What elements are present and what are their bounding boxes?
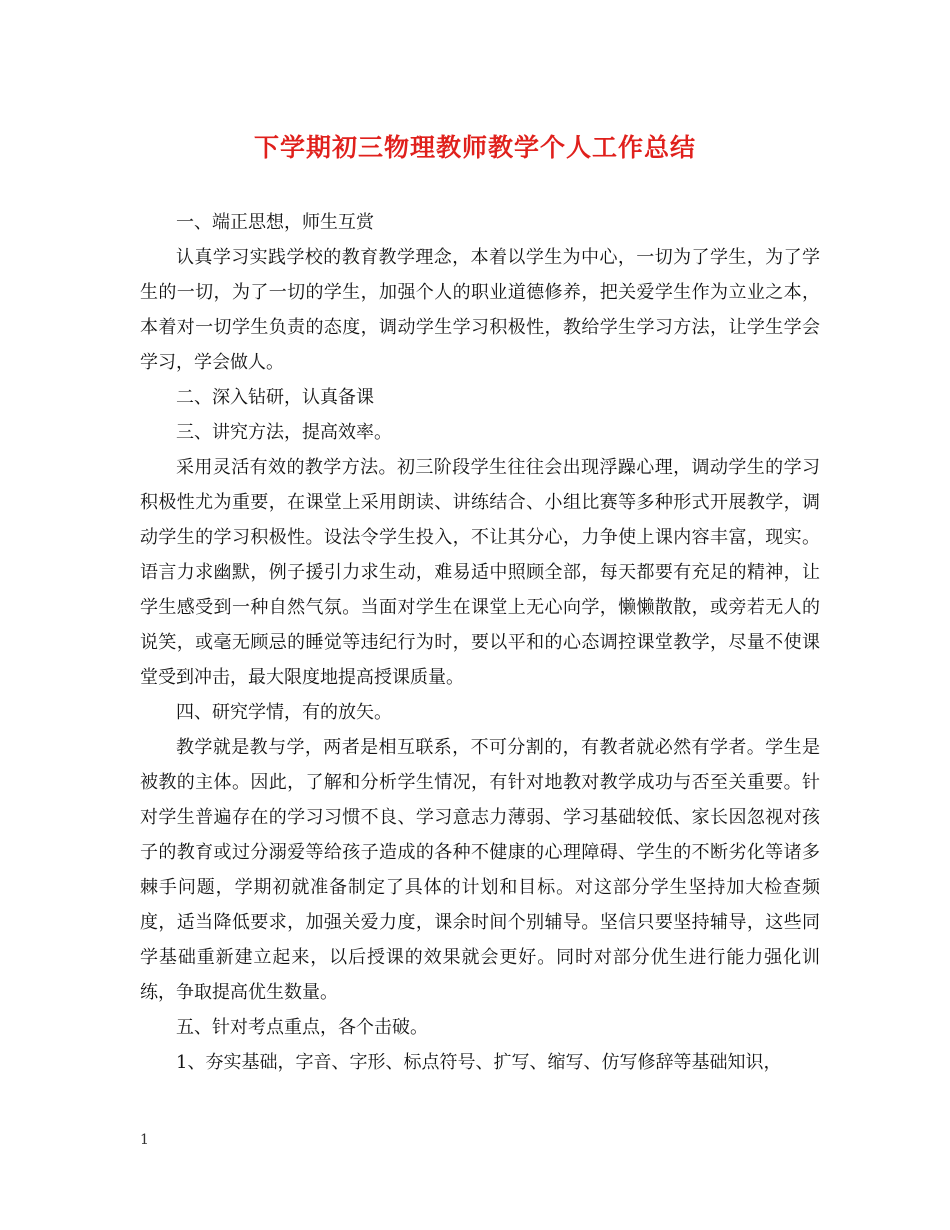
document-title: 下学期初三物理教师教学个人工作总结 bbox=[253, 133, 696, 162]
section-heading-1: 一、端正思想，师生互赏 bbox=[176, 212, 374, 233]
paragraph-2: 采用灵活有效的教学方法。初三阶段学生往往会出现浮躁心理，调动学生的学习积极性尤为重要，在课堂上采用朗读、讲练结合、小组比赛等多种形式开展教学，调动学生的学习积极性。设法令学生投入，不让其分心，力争使上课内容丰富，现实。语言力求幽默，例子援引力求生动，难易适中照顾全部，每天都要有充足的精神，让学生感受到一种自然气氛。当面对学生在课堂上无心向学，懒懒散散，或旁若无人的说笑，或毫无顾忌的睡觉等违纪行为时，要以平和的心态调控课堂教学，尽量不使课堂受到冲击，最大限度地提高授课质量。 bbox=[140, 457, 820, 688]
section-heading-5: 五、针对考点重点，各个击破。 bbox=[176, 1017, 428, 1038]
paragraph-4: 1、夯实基础，字音、字形、标点符号、扩写、缩写、仿写修辞等基础知识， bbox=[176, 1052, 782, 1073]
page-number: 1 bbox=[140, 1132, 149, 1148]
section-heading-4: 四、研究学情，有的放矢。 bbox=[176, 702, 392, 723]
paragraph-1: 认真学习实践学校的教育教学理念，本着以学生为中心，一切为了学生，为了学生的一切，为了一切的学生，加强个人的职业道德修养，把关爱学生作为立业之本，本着对一切学生负责的态度，调动学生学习积极性，教给学生学习方法，让学生学会学习，学会做人。 bbox=[140, 247, 820, 373]
section-heading-2: 二、深入钻研，认真备课 bbox=[176, 387, 374, 408]
paragraph-3: 教学就是教与学，两者是相互联系，不可分割的，有教者就必然有学者。学生是被教的主体。因此，了解和分析学生情况，有针对地教对教学成功与否至关重要。针对学生普遍存在的学习习惯不良、学习意志力薄弱、学习基础较低、家长因忽视对孩子的教育或过分溺爱等给孩子造成的各种不健康的心理障碍、学生的不断劣化等诸多棘手问题，学期初就准备制定了具体的计划和目标。对这部分学生坚持加大检查频度，适当降低要求，加强关爱力度，课余时间个别辅导。坚信只要坚持辅导，这些同学基础重新建立起来，以后授课的效果就会更好。同时对部分优生进行能力强化训练，争取提高优生数量。 bbox=[140, 737, 820, 1003]
section-heading-3: 三、讲究方法，提高效率。 bbox=[176, 422, 392, 443]
document-body bbox=[140, 205, 820, 1080]
